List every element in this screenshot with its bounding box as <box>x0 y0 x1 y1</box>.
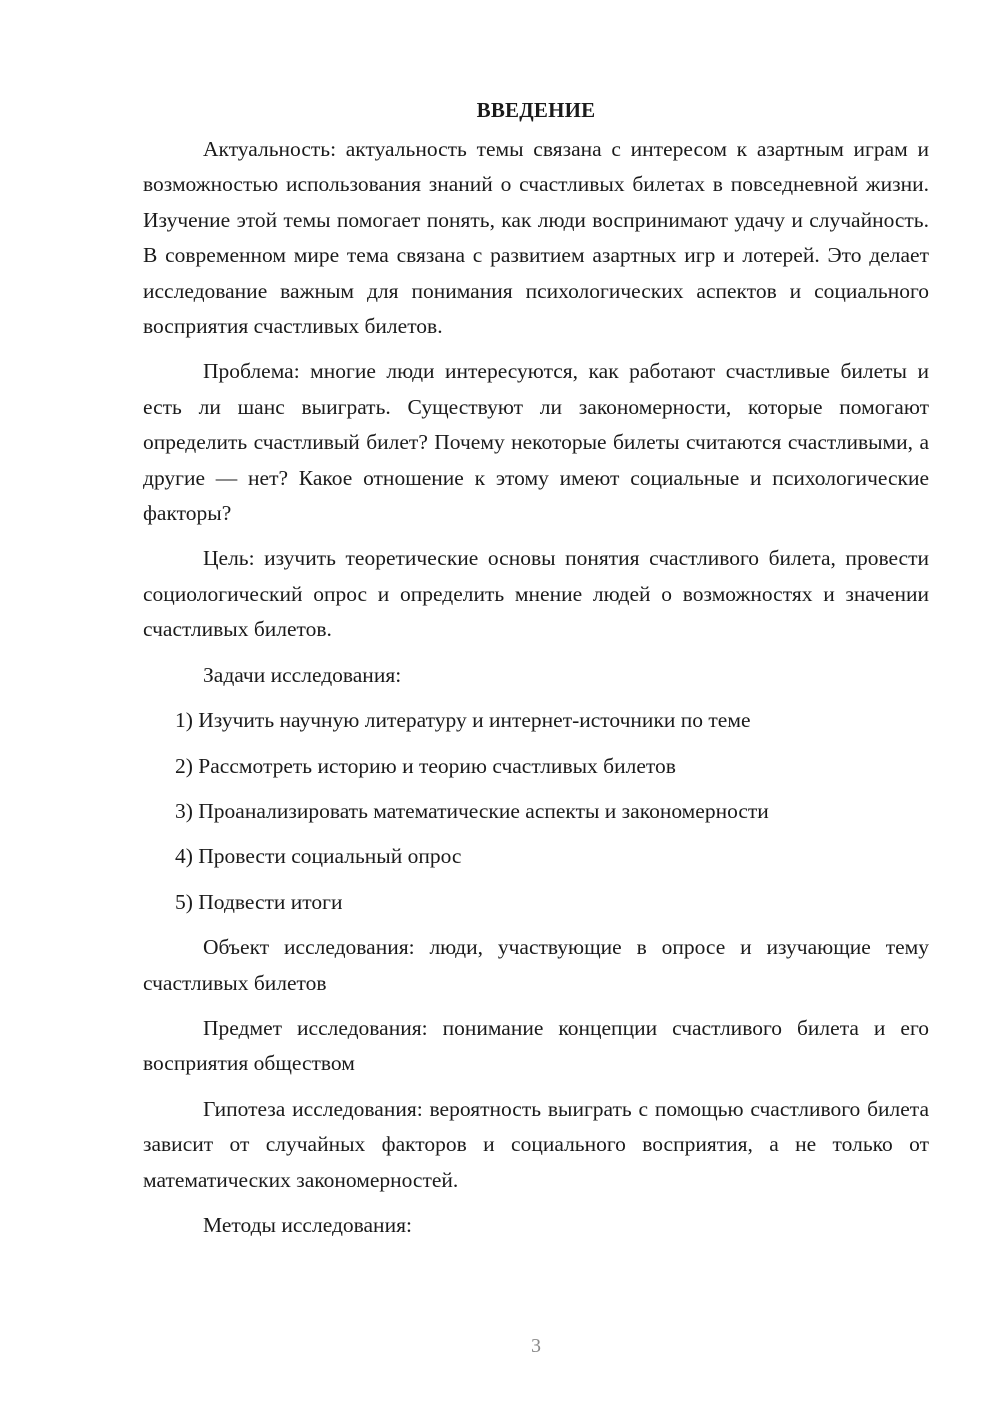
task-item: 2) Рассмотреть историю и теорию счастливых билетов <box>175 753 676 778</box>
tasks-list <box>143 703 929 920</box>
problem-paragraph: Проблема: многие люди интересуются, как работают счастливые билеты и есть ли шанс выиграть. Существуют ли закономерности, которые помогают определить счастливый билет? Почему некоторые билеты считаются счастливыми, а другие — нет? Какое отношение к этому имеют социальные и психологические факторы? <box>143 359 929 526</box>
task-item: 3) Проанализировать математические аспекты и закономерности <box>175 798 769 823</box>
task-item: 1) Изучить научную литературу и интернет-источники по теме <box>175 708 751 733</box>
task-item: 4) Провести социальный опрос <box>175 844 462 869</box>
task-item: 5) Подвести итоги <box>175 889 343 914</box>
relevance-paragraph: Актуальность: актуальность темы связана с интересом к азартным играм и возможностью использования знаний о счастливых билетах в повседневной жизни. Изучение этой темы помогает понять, как люди воспринимают удачу и случайность. В современном мире тема связана с развитием азартных игр и лотерей. Это делает исследование важным для понимания психологических аспектов и социального восприятия счастливых билетов. <box>143 137 929 339</box>
page-title: ВВЕДЕНИЕ <box>476 98 596 122</box>
page-number: 3 <box>531 1335 541 1357</box>
goal-paragraph: Цель: изучить теоретические основы понятия счастливого билета, провести социологический опрос и определить мнение людей о возможностях и значении счастливых билетов. <box>143 546 929 642</box>
document-page <box>143 96 929 1253</box>
hypothesis-paragraph: Гипотеза исследования: вероятность выиграть с помощью счастливого билета зависит от случайных факторов и социального восприятия, а не только от математических закономерностей. <box>143 1096 929 1192</box>
methods-heading: Методы исследования: <box>203 1212 412 1237</box>
tasks-heading: Задачи исследования: <box>203 662 402 687</box>
subject-paragraph: Предмет исследования: понимание концепции счастливого билета и его восприятия обществом <box>143 1015 929 1076</box>
object-paragraph: Объект исследования: люди, участвующие в опросе и изучающие тему счастливых билетов <box>143 935 929 995</box>
